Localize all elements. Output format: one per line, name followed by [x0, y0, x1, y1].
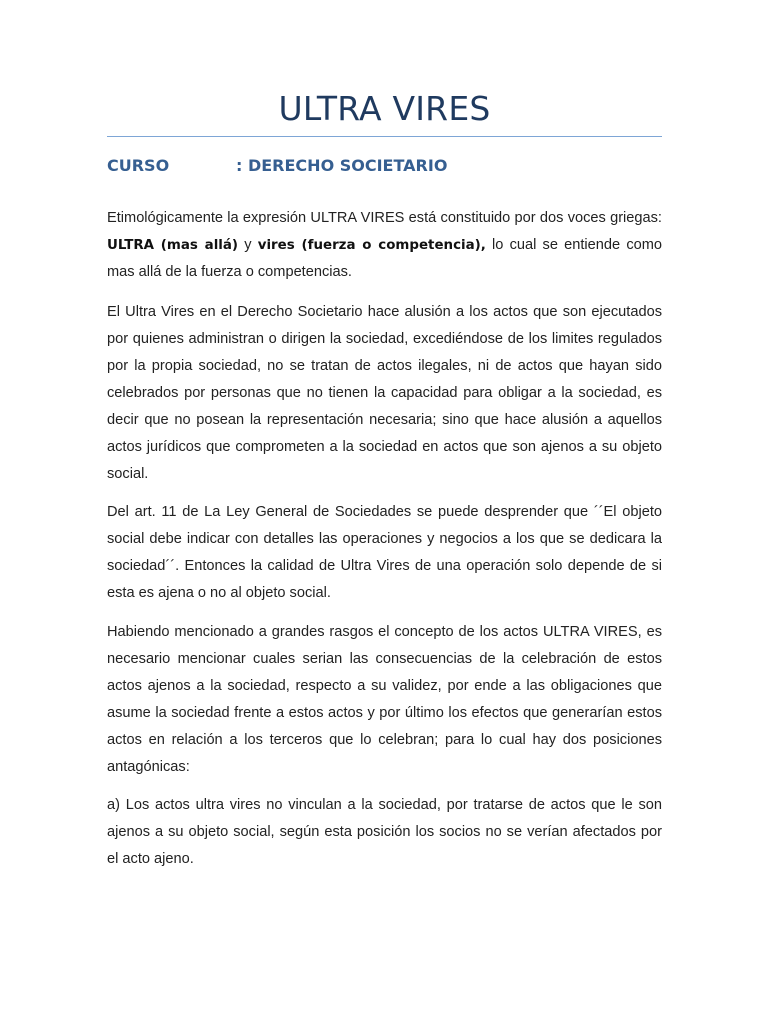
bold-term-ultra: ULTRA (mas allá)	[107, 238, 239, 253]
course-value: : DERECHO SOCIETARIO	[236, 156, 448, 175]
title-divider	[107, 136, 662, 137]
course-label: CURSO	[107, 156, 170, 175]
paragraph-text: y	[238, 237, 258, 253]
paragraph-definition: El Ultra Vires en el Derecho Societario hace alusión a los actos que son ejecutados por quienes administran o dirigen la sociedad, excediéndose de los limites regulados por la propia sociedad, no se tratan de actos ilegales, ni de actos que hayan sido celebrados por personas que no tienen la capacidad para obligar a la sociedad, es decir que no posean la representación necesaria; sino que hace alusión a aquellos actos jurídicos que comprometen a la sociedad en actos que son ajenos a su objeto social.	[107, 304, 662, 482]
paragraph-article-11: Del art. 11 de La Ley General de Sociedades se puede desprender que ´´El objeto social debe indicar con detalles las operaciones y negocios a los que se dedicara la sociedad´´. Entonces la calidad de Ultra Vires de una operación solo depende de si esta es ajena o no al objeto social.	[107, 504, 662, 601]
paragraph-position-a: a) Los actos ultra vires no vinculan a la sociedad, por tratarse de actos que le son ajenos a su objeto social, según esta posición los socios no se verían afectados por el acto ajeno.	[107, 797, 662, 867]
document-title: ULTRA VIRES	[278, 89, 491, 128]
course-heading	[107, 154, 662, 178]
paragraph-consequences: Habiendo mencionado a grandes rasgos el concepto de los actos ULTRA VIRES, es necesario mencionar cuales serian las consecuencias de la celebración de estos actos ajenos a la sociedad, respecto a su validez, por ende a las obligaciones que asume la sociedad frente a estos actos y por último los efectos que generarían estos actos en relación a los terceros que lo celebran; para lo cual hay dos posiciones antagónicas:	[107, 624, 662, 775]
paragraph-text: Etimológicamente la expresión ULTRA VIRES está constituido por dos voces griegas:	[107, 210, 662, 226]
paragraph-etymology	[107, 205, 662, 286]
bold-term-vires: vires (fuerza o competencia),	[257, 238, 486, 253]
paragraph-text: lo cual se entiende como mas allá de la fuerza o competencias.	[107, 237, 663, 280]
